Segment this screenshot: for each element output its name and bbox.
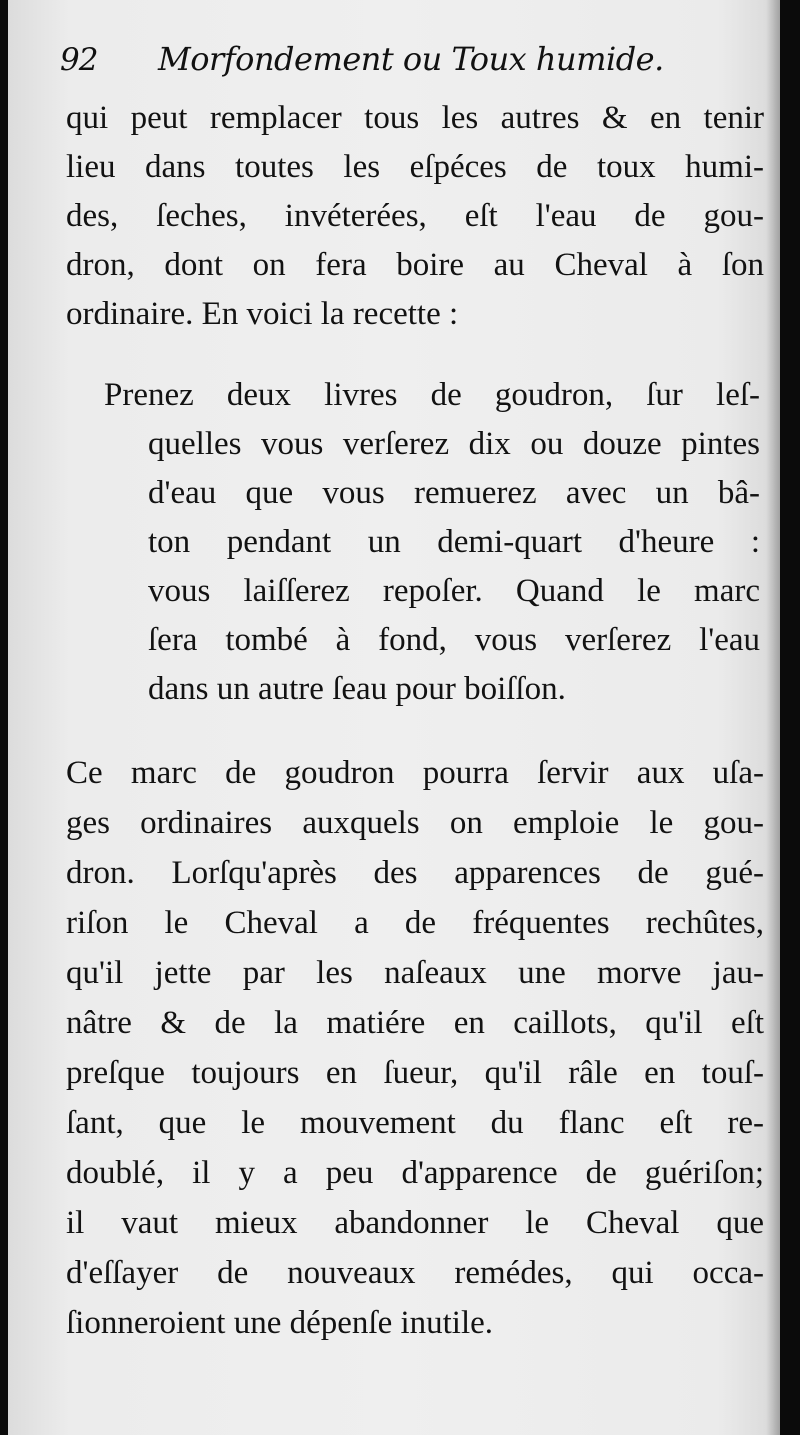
text-line: Prenez deux livres de goudron, ſur leſ- — [104, 377, 760, 413]
text-line: ges ordinaires auxquels on emploie le gou- — [66, 805, 764, 841]
text-line: lieu dans toutes les eſpéces de toux humi- — [66, 149, 764, 185]
text-line: dans un autre ſeau pour boiſſon. — [148, 671, 566, 707]
text-line: d'eau que vous remuerez avec un bâ- — [148, 475, 760, 511]
text-line: qui peut remplacer tous les autres & en tenir — [66, 100, 764, 136]
text-line: riſon le Cheval a de fréquentes rechûtes, — [66, 905, 764, 941]
text-line: il vaut mieux abandonner le Cheval que — [66, 1205, 764, 1241]
text-line: ton pendant un demi-quart d'heure : — [148, 524, 760, 560]
page-number: 92 — [60, 42, 98, 78]
text-line: doublé, il y a peu d'apparence de guériſon; — [66, 1155, 764, 1191]
text-line: des, ſeches, invéterées, eſt l'eau de gou- — [66, 198, 764, 234]
text-line: nâtre & de la matiére en caillots, qu'il eſt — [66, 1005, 764, 1041]
text-line: Ce marc de goudron pourra ſervir aux uſa- — [66, 755, 764, 791]
text-line: dron, dont on fera boire au Cheval à ſon — [66, 247, 764, 283]
text-line: vous laiſſerez repoſer. Quand le marc — [148, 573, 760, 609]
text-line: d'eſſayer de nouveaux remédes, qui occa- — [66, 1255, 764, 1291]
text-line: ſant, que le mouvement du flanc eſt re- — [66, 1105, 764, 1141]
text-line: preſque toujours en ſueur, qu'il râle en touſ- — [66, 1055, 764, 1091]
text-line: dron. Lorſqu'après des apparences de gué- — [66, 855, 764, 891]
running-title: Morfondement ou Toux humide. — [158, 40, 664, 78]
text-line: ſera tombé à fond, vous verſerez l'eau — [148, 622, 760, 658]
text-line: quelles vous verſerez dix ou douze pintes — [148, 426, 760, 462]
text-line: qu'il jette par les naſeaux une morve jau- — [66, 955, 764, 991]
text-line: ordinaire. En voici la recette : — [66, 296, 459, 332]
book-page — [8, 0, 780, 1435]
text-line: ſionneroient une dépenſe inutile. — [66, 1305, 494, 1341]
page-text — [8, 0, 780, 1435]
